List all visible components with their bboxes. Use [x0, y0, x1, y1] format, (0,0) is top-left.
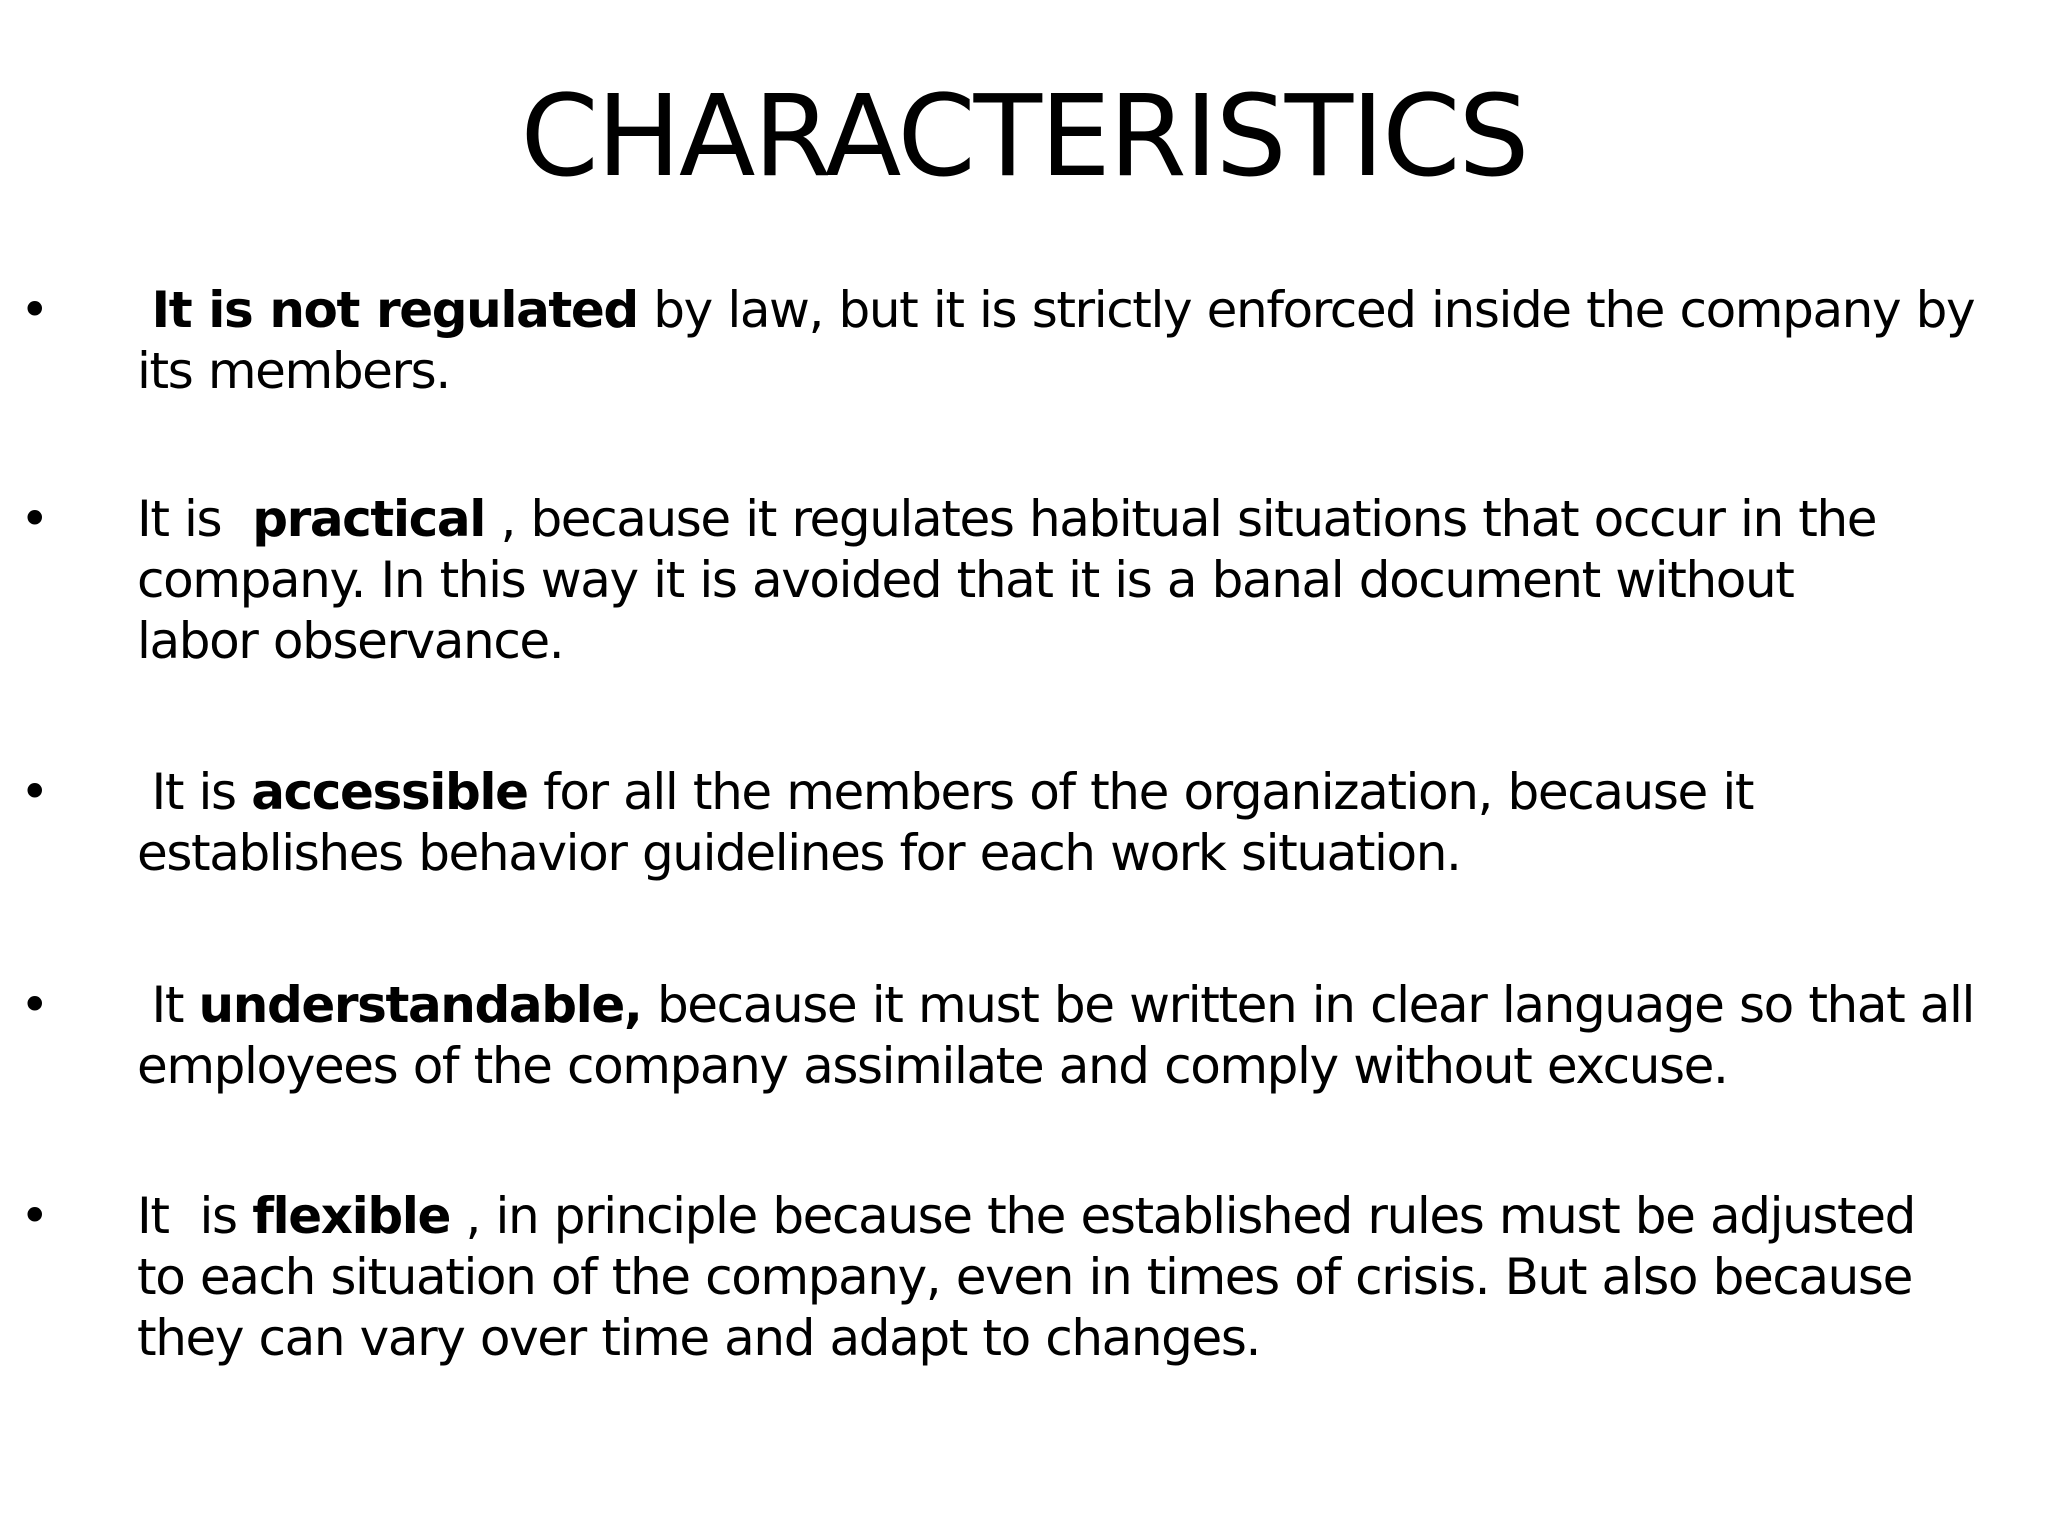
- list-item-line: It is not regulated by law, but it is strictly enforced inside the company by: [151, 281, 1975, 339]
- highlight-term: It is not regulated: [151, 281, 638, 339]
- list-item-line: its members.: [137, 342, 450, 400]
- highlight-term: flexible: [252, 1187, 451, 1245]
- list-item-line: establishes behavior guidelines for each work situation.: [137, 824, 1461, 882]
- page-title: CHARACTERISTICS: [520, 72, 1528, 202]
- list-item-line: It is accessible for all the members of the organization, because it: [137, 763, 1754, 821]
- list-item-line: to each situation of the company, even in times of crisis. But also because: [137, 1248, 1912, 1306]
- bullet-icon: •: [20, 490, 50, 548]
- bullet-icon: •: [20, 281, 50, 339]
- list-item-text: [137, 975, 2037, 1097]
- list-item-line: It is practical , because it regulates habitual situations that occur in the: [137, 490, 1877, 548]
- list-item-line: labor observance.: [137, 612, 564, 670]
- list-item-line: It understandable, because it must be written in clear language so that all: [137, 976, 1974, 1034]
- bullet-icon: •: [20, 763, 50, 821]
- list-item-text: [137, 489, 2037, 672]
- bullet-icon: •: [20, 976, 50, 1034]
- highlight-term: understandable,: [198, 976, 642, 1034]
- list-item-line: employees of the company assimilate and comply without excuse.: [137, 1037, 1728, 1095]
- list-item-line: It is flexible , in principle because the established rules must be adjusted: [137, 1187, 1915, 1245]
- bullet-icon: •: [20, 1187, 50, 1245]
- highlight-term: accessible: [251, 763, 528, 821]
- highlight-term: practical: [252, 490, 485, 548]
- list-item-text: [137, 280, 2037, 402]
- list-item-line: they can vary over time and adapt to changes.: [137, 1309, 1261, 1367]
- list-item-text: [137, 1186, 2037, 1369]
- list-item-line: company. In this way it is avoided that it is a banal document without: [137, 551, 1794, 609]
- list-item-text: [137, 762, 2037, 884]
